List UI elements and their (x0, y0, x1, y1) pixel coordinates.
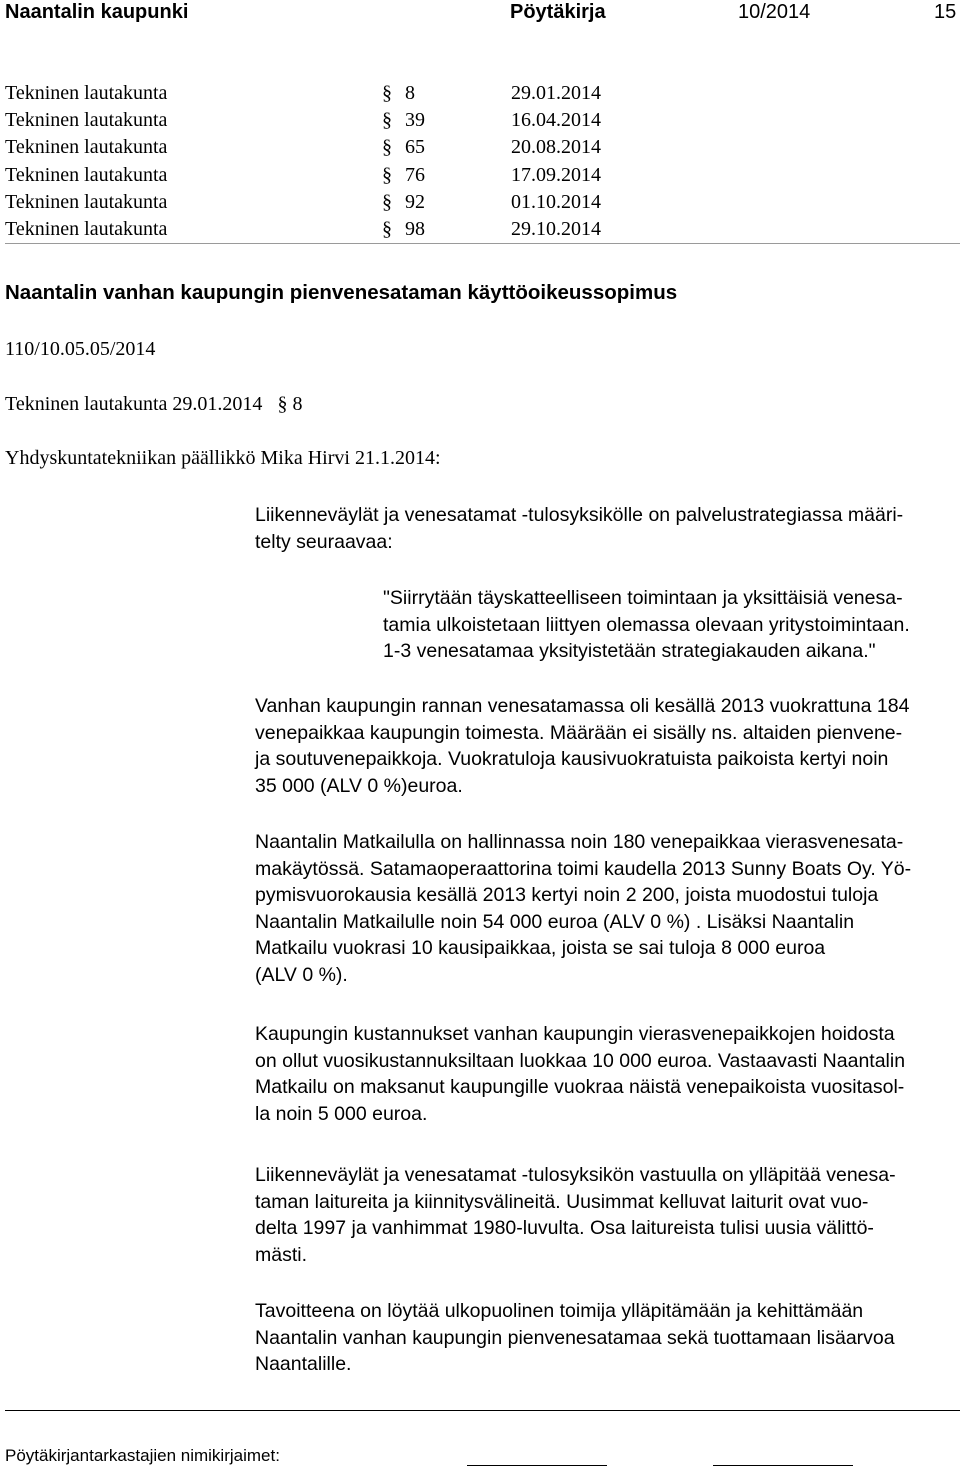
signature-line (713, 1465, 853, 1466)
section-sign: § (382, 190, 392, 213)
section-number: 98 (405, 218, 425, 240)
paragraph-strategy: Liikenneväylät ja venesatamat -tulosyksikölle on palvelustrategiassa määri- telty seuraavaa: (255, 504, 904, 553)
file-id: 110/10.05.05/2014 (5, 338, 156, 360)
meeting-date: 20.08.2014 (511, 136, 601, 159)
document-number: 10/2014 (738, 1, 811, 23)
history-body: Tekninen lautakunta (5, 190, 168, 213)
paragraph-goal: Tavoitteena on löytää ulkopuolinen toimija ylläpitämään ja kehittämään Naantalin vanhan kaupungin pienvenesatamaa sekä tuottamaan lisäarvoa Naantalille. (255, 1300, 895, 1375)
meeting-section: § 8 (277, 393, 303, 415)
section-number: 76 (405, 163, 425, 186)
section-divider (5, 243, 960, 244)
history-body: Tekninen lautakunta (5, 82, 168, 104)
organization-name: Naantalin kaupunki (5, 1, 189, 23)
meeting-date: 17.09.2014 (511, 163, 601, 186)
footer-divider (5, 1410, 960, 1411)
history-body: Tekninen lautakunta (5, 163, 168, 186)
paragraph-piers: Liikenneväylät ja venesatamat -tulosyksikön vastuulla on ylläpitää venesa- taman laitureita ja kiinnitysvälineitä. Uusimmat kelluvat laiturit ovat vuo- delta 1997 ja vanhimmat 1980-luvulta. Osa laitureista tulisi uusia välittö- mästi. (255, 1164, 896, 1266)
history-body: Tekninen lautakunta (5, 136, 168, 159)
meeting-date: 01.10.2014 (511, 190, 601, 213)
section-sign: § (382, 82, 392, 104)
meeting-date: 16.04.2014 (511, 109, 601, 132)
history-body: Tekninen lautakunta (5, 109, 168, 132)
section-number: 8 (405, 82, 415, 104)
history-body: Tekninen lautakunta (5, 218, 168, 240)
meeting-ref-text: Tekninen lautakunta 29.01.2014 (5, 393, 263, 415)
section-number: 65 (405, 136, 425, 159)
paragraph-costs: Kaupungin kustannukset vanhan kaupungin vierasvenepaikkojen hoidosta on ollut vuosikustannuksiltaan luokkaa 10 000 euroa. Vastaavasti Naantalin Matkailu on maksanut kaupungille vuokraa näistä venepaikoista vuositasol- la noin 5 000 euroa. (255, 1023, 906, 1125)
page-number: 15 (934, 1, 957, 23)
strategy-quote: "Siirrytään täyskatteelliseen toimintaan ja yksittäisiä venesa- tamia ulkoistetaan liittyen olemassa olevaan yritystoimintaan. 1-3 venesatamaa yksityistetään strategiakauden aikana." (383, 587, 910, 662)
signature-line (467, 1465, 607, 1466)
section-sign: § (382, 163, 392, 186)
section-sign: § (382, 218, 392, 240)
paragraph-tourism: Naantalin Matkailulla on hallinnassa noin 180 venepaikkaa vierasvenesata- makäytössä. Satamaoperaattorina toimi kaudella 2013 Sunny Boats Oy. Yö- pymisvuorokausia kesällä 2013 kertyi noin 2 200, joista muodostui tuloja Naantalin Matkailulle noin 54 000 euroa (ALV 0 %) . Lisäksi Naantalin Matkailu vuokrasi 10 kausipaikkaa, joista se sai tuloja 8 000 euroa (ALV 0 %). (255, 831, 912, 986)
paragraph-boat-places: Vanhan kaupungin rannan venesatamassa oli kesällä 2013 vuokrattuna 184 venepaikkaa kaupungin toimesta. Määrään ei sisälly ns. altaiden pienvene- ja soutuvenepaikkoja. Vuokratuloja kausivuokratuista paikoista kertyi noin 35 000 (ALV 0 %)euroa. (255, 695, 910, 797)
meeting-date: 29.10.2014 (511, 218, 601, 240)
meeting-date: 29.01.2014 (511, 82, 601, 104)
meeting-reference (5, 393, 302, 416)
matter-title: Naantalin vanhan kaupungin pienvenesataman käyttöoikeussopimus (5, 281, 678, 304)
section-sign: § (382, 109, 392, 132)
section-number: 92 (405, 190, 425, 213)
section-sign: § (382, 136, 392, 159)
section-number: 39 (405, 109, 425, 132)
preparer-line: Yhdyskuntatekniikan päällikkö Mika Hirvi 21.1.2014: (5, 447, 441, 469)
signature-label: Pöytäkirjantarkastajien nimikirjaimet: (5, 1446, 280, 1465)
document-type: Pöytäkirja (510, 1, 606, 23)
page-header (0, 0, 960, 30)
